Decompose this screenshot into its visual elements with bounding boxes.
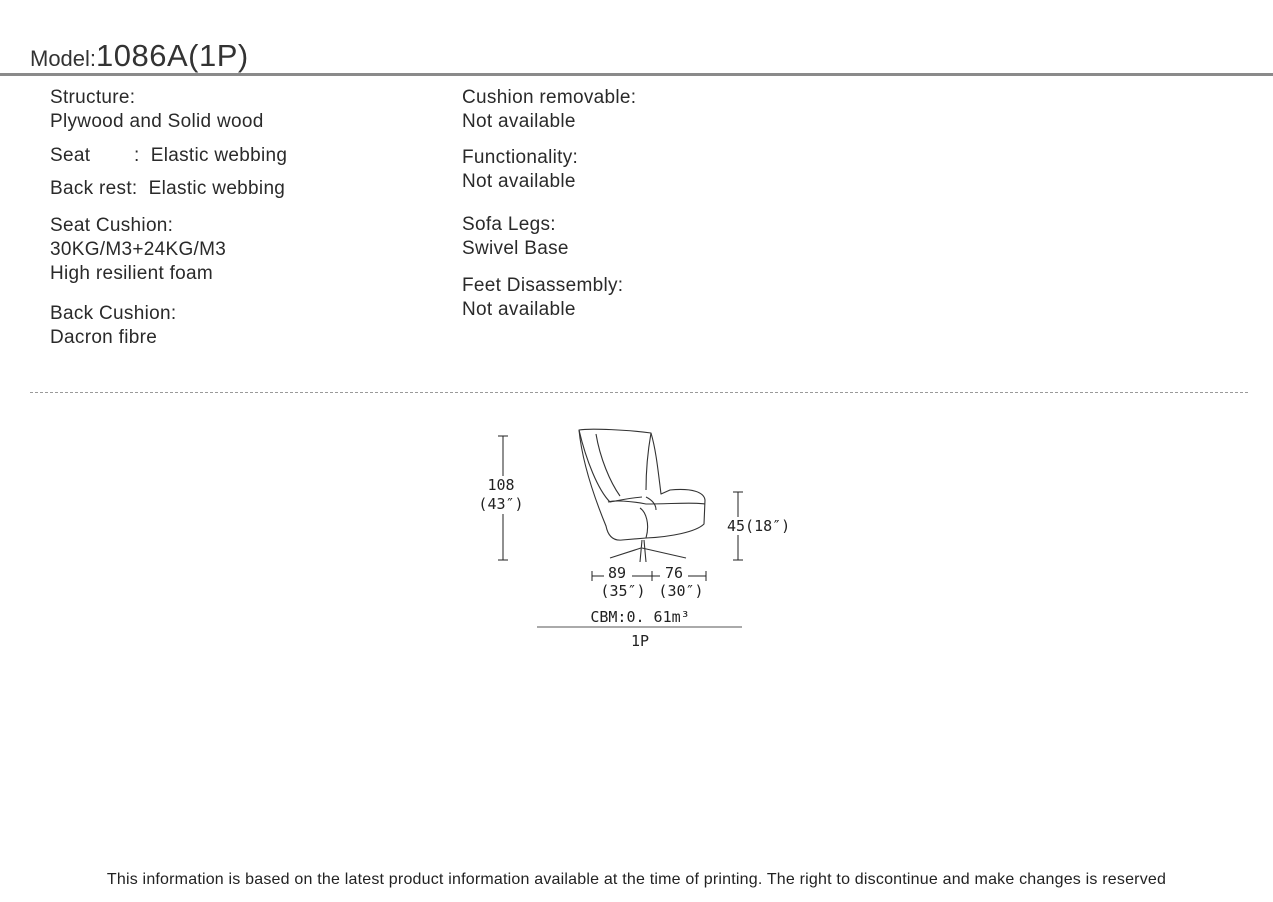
cbm-label: CBM:0. 61m³	[590, 608, 690, 626]
specs-left-column	[50, 86, 430, 350]
spec-value: Not available	[462, 171, 576, 192]
spec-structure	[50, 86, 430, 134]
spec-backrest	[50, 177, 430, 201]
spec-label: Sofa Legs:	[462, 214, 556, 235]
spec-feet-disassembly	[462, 274, 862, 322]
spec-label: Back Cushion:	[50, 303, 177, 324]
model-heading	[30, 38, 249, 74]
spec-value: High resilient foam	[50, 263, 214, 284]
depth-cm-label: 76	[664, 564, 684, 582]
spec-label: Seat Cushion:	[50, 215, 174, 236]
width-in-label: (35″)	[600, 582, 646, 600]
spec-value: Swivel Base	[462, 238, 569, 259]
spec-value: Elastic webbing	[148, 178, 286, 199]
header-divider	[0, 73, 1273, 76]
spec-functionality	[462, 146, 862, 194]
spec-sofa-legs	[462, 213, 862, 261]
depth-in-label: (30″)	[658, 582, 704, 600]
height-in-label: (43″)	[478, 495, 524, 513]
specs-right-column	[462, 86, 862, 322]
chair-icon	[579, 429, 705, 562]
seat-height-label: 45(18″)	[727, 517, 791, 535]
spec-label: Structure:	[50, 87, 136, 108]
spec-value: Dacron fibre	[50, 327, 158, 348]
spec-value: 30KG/M3+24KG/M3	[50, 239, 227, 260]
width-depth-dimension	[592, 563, 706, 600]
spec-label: Cushion removable:	[462, 87, 637, 108]
spec-label: Back rest:	[50, 178, 138, 199]
spec-back-cushion	[50, 302, 430, 350]
footer-disclaimer: This information is based on the latest product information available at the time of printing. The right to discontinue and make changes is reserved	[106, 871, 1167, 888]
chair-drawing	[470, 420, 810, 660]
model-value: 1086A(1P)	[96, 38, 249, 73]
height-dimension	[478, 436, 528, 560]
spec-cushion-removable	[462, 86, 862, 134]
spec-label: Seat	[50, 145, 91, 166]
spec-separator: :	[134, 145, 140, 166]
model-label: Model:	[30, 46, 97, 71]
section-divider	[30, 392, 1248, 393]
spec-value: Elastic webbing	[150, 145, 288, 166]
spec-value: Not available	[462, 111, 576, 132]
spec-label: Feet Disassembly:	[462, 275, 624, 296]
spec-label: Functionality:	[462, 147, 579, 168]
spec-value: Not available	[462, 299, 576, 320]
spec-seat-cushion	[50, 214, 430, 286]
config-label: 1P	[630, 632, 650, 650]
seat-height-dimension	[725, 492, 805, 560]
width-cm-label: 89	[607, 564, 627, 582]
spec-seat	[50, 144, 430, 168]
height-cm-label: 108	[487, 476, 515, 494]
spec-value: Plywood and Solid wood	[50, 111, 264, 132]
